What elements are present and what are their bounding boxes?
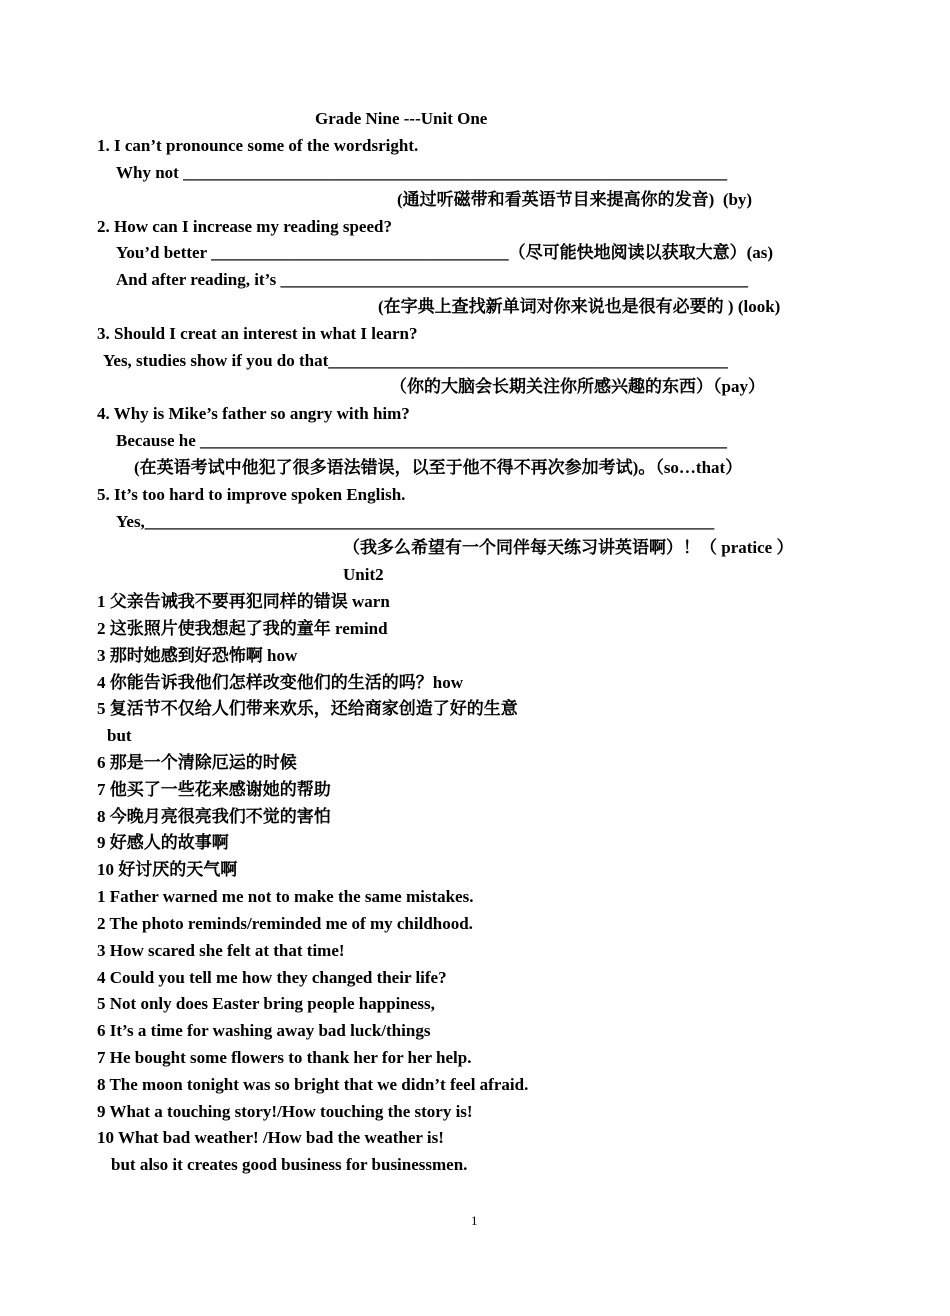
english-answer: 1 Father warned me not to make the same mistakes. (97, 887, 474, 906)
q5-question: 5. It’s too hard to improve spoken English. (97, 485, 406, 504)
chinese-item: 6 那是一个清除厄运的时候 (97, 753, 297, 772)
english-answer-continuation: but also it creates good business for businessmen. (111, 1155, 468, 1174)
q3-answer-blank: Yes, studies show if you do that_______________________________________________ (103, 351, 728, 370)
english-answer: 8 The moon tonight was so bright that we didn’t feel afraid. (97, 1075, 529, 1094)
chinese-item-continuation: but (107, 726, 132, 745)
page-number: 1 (471, 1213, 478, 1228)
chinese-item: 5 复活节不仅给人们带来欢乐，还给商家创造了好的生意 (97, 699, 518, 718)
q2-answer-blank-1: You’d better ___________________________________（尽可能快地阅读以获取大意）(as) (116, 243, 774, 262)
q1-question: 1. I can’t pronounce some of the wordsright. (97, 136, 419, 155)
q3-hint: （你的大脑会长期关注你所感兴趣的东西）（pay） (390, 377, 765, 396)
english-answer: 3 How scared she felt at that time! (97, 941, 345, 960)
english-answer: 7 He bought some flowers to thank her for her help. (97, 1048, 472, 1067)
chinese-item: 2 这张照片使我想起了我的童年 remind (97, 619, 388, 638)
chinese-item: 3 那时她感到好恐怖啊 how (97, 646, 298, 665)
english-answer: 6 It’s a time for washing away bad luck/things (97, 1021, 431, 1040)
q1-answer-blank: Why not ________________________________________________________________ (116, 163, 728, 182)
chinese-item: 7 他买了一些花来感谢她的帮助 (97, 780, 331, 799)
q5-answer-blank: Yes,___________________________________________________________________ (116, 512, 715, 531)
q1-hint: (通过听磁带和看英语节目来提高你的发音) (by) (397, 190, 753, 209)
chinese-item: 8 今晚月亮很亮我们不觉的害怕 (97, 807, 331, 826)
unit2-heading: Unit2 (343, 565, 384, 584)
q3-question: 3. Should I creat an interest in what I learn? (97, 324, 418, 343)
q5-hint: （我多么希望有一个同伴每天练习讲英语啊）！（ pratice ） (343, 538, 794, 557)
q4-question: 4. Why is Mike’s father so angry with him? (97, 404, 410, 423)
q4-hint: (在英语考试中他犯了很多语法错误，以至于他不得不再次参加考试)。（so…that） (134, 458, 743, 477)
q2-answer-blank-2: And after reading, it’s _______________________________________________________ (116, 270, 748, 289)
english-answer: 10 What bad weather! /How bad the weather is! (97, 1128, 444, 1147)
q2-question: 2. How can I increase my reading speed? (97, 217, 392, 236)
english-answer: 4 Could you tell me how they changed their life? (97, 968, 447, 987)
chinese-item: 1 父亲告诫我不要再犯同样的错误 warn (97, 592, 390, 611)
english-answer: 9 What a touching story!/How touching the story is! (97, 1102, 473, 1121)
q4-answer-blank: Because he ______________________________________________________________ (116, 431, 728, 450)
q2-hint: (在字典上查找新单词对你来说也是很有必要的 ) (look) (378, 297, 781, 316)
english-answer: 5 Not only does Easter bring people happiness, (97, 994, 435, 1013)
chinese-item: 4 你能告诉我他们怎样改变他们的生活的吗？how (97, 673, 463, 692)
english-answer: 2 The photo reminds/reminded me of my childhood. (97, 914, 473, 933)
page-title: Grade Nine ---Unit One (315, 109, 488, 128)
chinese-item: 10 好讨厌的天气啊 (97, 860, 238, 879)
chinese-item: 9 好感人的故事啊 (97, 833, 229, 852)
